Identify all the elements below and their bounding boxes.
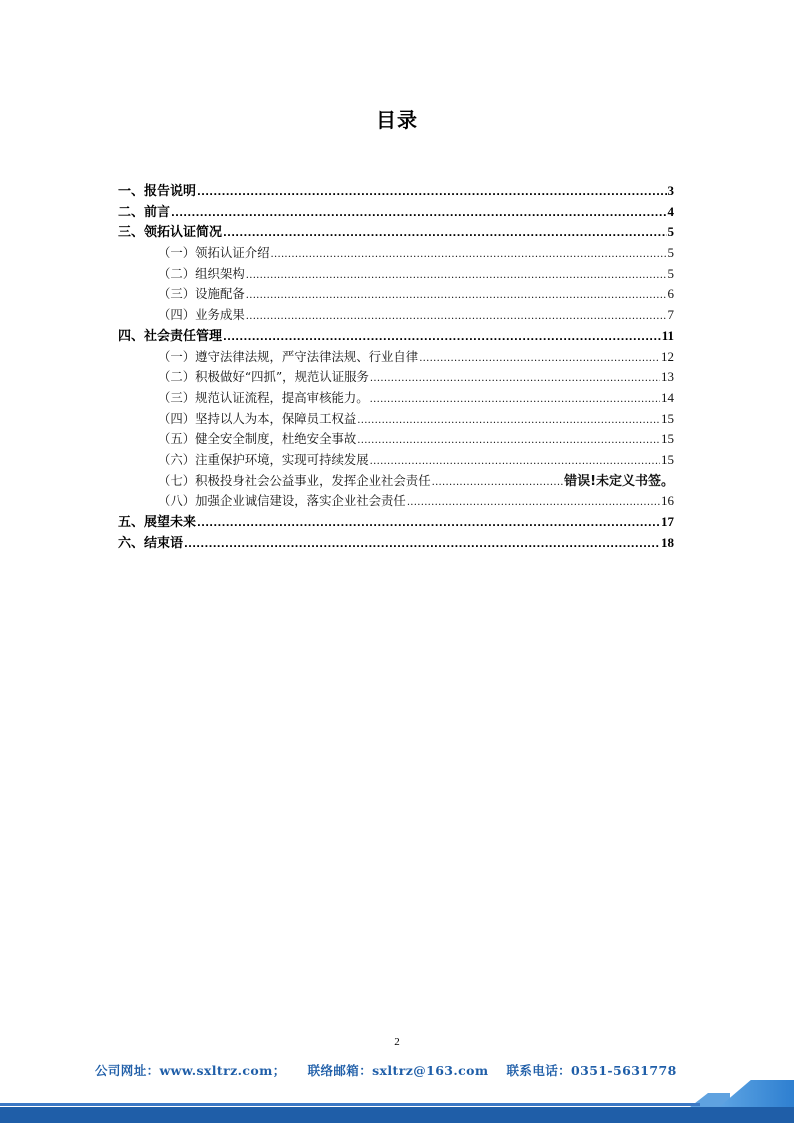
- toc-leader-dots: [246, 307, 667, 326]
- toc-entry-label: 五、展望未来: [118, 515, 197, 530]
- toc-leader-dots: [357, 431, 660, 450]
- toc-leader-dots: [223, 224, 666, 243]
- toc-leader-dots: [271, 245, 667, 264]
- toc-entry-page: 7: [667, 307, 674, 323]
- toc-leader-dots: [246, 286, 667, 305]
- toc-entry-page: 3: [667, 183, 674, 198]
- toc-entry-label: （七）积极投身社会公益事业，发挥企业社会责任: [158, 472, 431, 488]
- toc-entry[interactable]: [118, 429, 674, 450]
- toc-entry-page: 11: [661, 327, 674, 343]
- footer-email[interactable]: 联络邮箱：sxltrz@163.com: [307, 1063, 489, 1078]
- toc-entry[interactable]: [118, 305, 674, 326]
- toc-entry-page: 4: [667, 203, 674, 219]
- toc-entry-label: 三、领拓认证简况: [118, 225, 223, 241]
- toc-leader-dots: [171, 204, 666, 223]
- toc-entry-page: 16: [661, 493, 674, 509]
- toc-entry-label: （八）加强企业诚信建设，落实企业社会责任: [158, 493, 406, 509]
- table-of-contents: [118, 181, 674, 553]
- toc-leader-dots: [197, 514, 660, 533]
- toc-entry-label: （二）组织架构: [158, 265, 245, 281]
- toc-entry-label: 一、报告说明: [118, 184, 197, 199]
- toc-entry[interactable]: [118, 409, 674, 430]
- toc-entry-label: （三）规范认证流程，提高审核能力。: [158, 389, 369, 405]
- toc-entry[interactable]: [118, 284, 674, 305]
- toc-entry[interactable]: [118, 222, 674, 243]
- footer-band-line: [0, 1103, 700, 1106]
- toc-entry[interactable]: [118, 367, 674, 388]
- toc-entry[interactable]: [118, 243, 674, 264]
- toc-leader-dots: [370, 390, 660, 409]
- toc-entry-label: （二）积极做好“四抓”，规范认证服务: [158, 369, 369, 385]
- toc-entry[interactable]: [118, 533, 674, 554]
- toc-leader-dots: [223, 328, 661, 347]
- toc-entry[interactable]: [118, 491, 674, 512]
- footer-band: [0, 1107, 794, 1123]
- footer-website[interactable]: 公司网址：www.sxltrz.com；: [95, 1063, 286, 1078]
- toc-entry-page: 17: [661, 514, 674, 529]
- toc-entry-label: （四）业务成果: [158, 307, 245, 323]
- toc-entry-label: （五）健全安全制度，杜绝安全事故: [158, 431, 357, 447]
- toc-leader-dots: [370, 452, 660, 471]
- page-number: 2: [394, 1036, 400, 1048]
- toc-entry[interactable]: [118, 181, 674, 202]
- toc-entry-label: （三）设施配备: [158, 286, 245, 302]
- toc-leader-dots: [419, 349, 660, 368]
- toc-leader-dots: [357, 411, 660, 430]
- toc-entry-error: 错误!未定义书签。: [564, 473, 674, 489]
- toc-entry-label: 四、社会责任管理: [118, 328, 223, 344]
- toc-entry-label: 六、结束语: [118, 535, 184, 551]
- toc-entry-page: 18: [661, 534, 674, 550]
- toc-entry[interactable]: [118, 450, 674, 471]
- toc-entry[interactable]: [118, 388, 674, 409]
- toc-entry-label: （一）遵守法律法规，严守法律法规、行业自律: [158, 348, 419, 364]
- toc-entry-label: （四）坚持以人为本，保障员工权益: [158, 410, 357, 426]
- footer-contact: [95, 1061, 677, 1079]
- toc-entry-page: 15: [661, 451, 674, 467]
- toc-entry-page: 5: [667, 265, 674, 281]
- toc-entry[interactable]: [118, 264, 674, 285]
- toc-entry-page: 15: [661, 410, 674, 426]
- toc-leader-dots: [432, 473, 563, 492]
- toc-entry-page: 12: [661, 348, 674, 364]
- toc-entry-label: （一）领拓认证介绍: [158, 245, 270, 261]
- toc-entry[interactable]: [118, 512, 674, 533]
- toc-entry[interactable]: [118, 471, 674, 492]
- toc-entry[interactable]: [118, 202, 674, 223]
- toc-entry-label: 二、前言: [118, 204, 171, 220]
- toc-entry-page: 5: [667, 245, 674, 261]
- toc-leader-dots: [197, 183, 666, 202]
- toc-entry[interactable]: [118, 326, 674, 347]
- toc-entry-page: 13: [661, 369, 674, 385]
- footer-phone: 联系电话：0351-5631778: [506, 1063, 677, 1078]
- toc-entry-page: 14: [661, 389, 674, 405]
- toc-entry-label: （六）注重保护环境，实现可持续发展: [158, 451, 369, 467]
- toc-leader-dots: [184, 535, 660, 554]
- toc-leader-dots: [370, 369, 660, 388]
- toc-leader-dots: [246, 266, 667, 285]
- toc-entry[interactable]: [118, 347, 674, 368]
- page-title: 目录: [376, 108, 418, 132]
- toc-entry-page: 6: [667, 286, 674, 302]
- toc-entry-page: 5: [667, 224, 674, 240]
- toc-leader-dots: [407, 493, 660, 512]
- toc-entry-page: 15: [661, 431, 674, 447]
